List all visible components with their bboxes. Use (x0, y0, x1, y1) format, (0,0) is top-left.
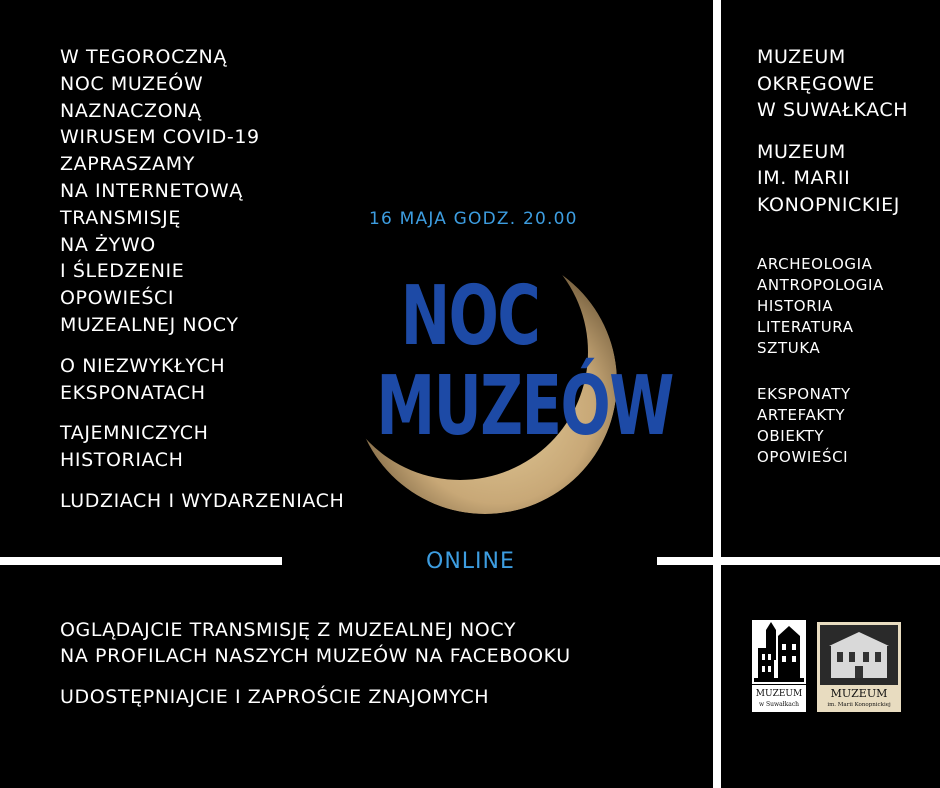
logo1-label: MUZEUM (755, 689, 803, 699)
topic-people: LUDZIACH I WYDARZENIACH (60, 489, 345, 512)
museum-konopnicka-logo (817, 622, 901, 712)
watch-instructions: OGLĄDAJCIE TRANSMISJĘ Z MUZEALNEJ NOCY NA PROFILACH NASZYCH MUZEÓW NA FACEBOOKU (60, 619, 571, 667)
logo2-label: MUZEUM (830, 687, 888, 700)
event-date: 16 MAJA GODZ. 20.00 (369, 209, 578, 229)
topic-exhibits: O NIEZWYKŁYCH EKSPONATACH (60, 354, 226, 404)
left-text-block (60, 44, 360, 529)
event-title (376, 269, 673, 454)
online-label: ONLINE (426, 549, 515, 574)
title-line-2: MUZEÓW (376, 359, 673, 454)
share-invitation: UDOSTĘPNIAJCIE I ZAPROŚCIE ZNAJOMYCH (60, 686, 490, 708)
logo1-sublabel: w Suwałkach (758, 701, 800, 708)
horizontal-divider-right (657, 557, 940, 565)
topics-list: ARCHEOLOGIA ANTROPOLOGIA HISTORIA LITERATURA SZTUKA (757, 255, 884, 357)
intro-text: W TEGOROCZNĄ NOC MUZEÓW NAZNACZONĄ WIRUSEM COVID-19 ZAPRASZAMY NA INTERNETOWĄ TRANSMISJĘ NA ŻYWO I ŚLEDZENIE OPOWIEŚCI MUZEALNEJ NOCY (60, 46, 260, 336)
vertical-divider (713, 0, 721, 788)
right-text-block (757, 44, 932, 493)
museum-konopnicka: MUZEUM IM. MARII KONOPNICKIEJ (757, 140, 900, 216)
logo2-sublabel: im. Marii Konopnickiej (827, 702, 891, 708)
museum-district: MUZEUM OKRĘGOWE W SUWAŁKACH (757, 46, 909, 121)
museum-suwalki-logo (752, 620, 806, 712)
horizontal-divider-left (0, 557, 282, 565)
objects-list: EKSPONATY ARTEFAKTY OBIEKTY OPOWIEŚCI (757, 385, 851, 466)
bottom-text-block (60, 617, 700, 725)
title-line-1: NOC (400, 269, 540, 364)
topic-stories: TAJEMNICZYCH HISTORIACH (60, 422, 209, 472)
